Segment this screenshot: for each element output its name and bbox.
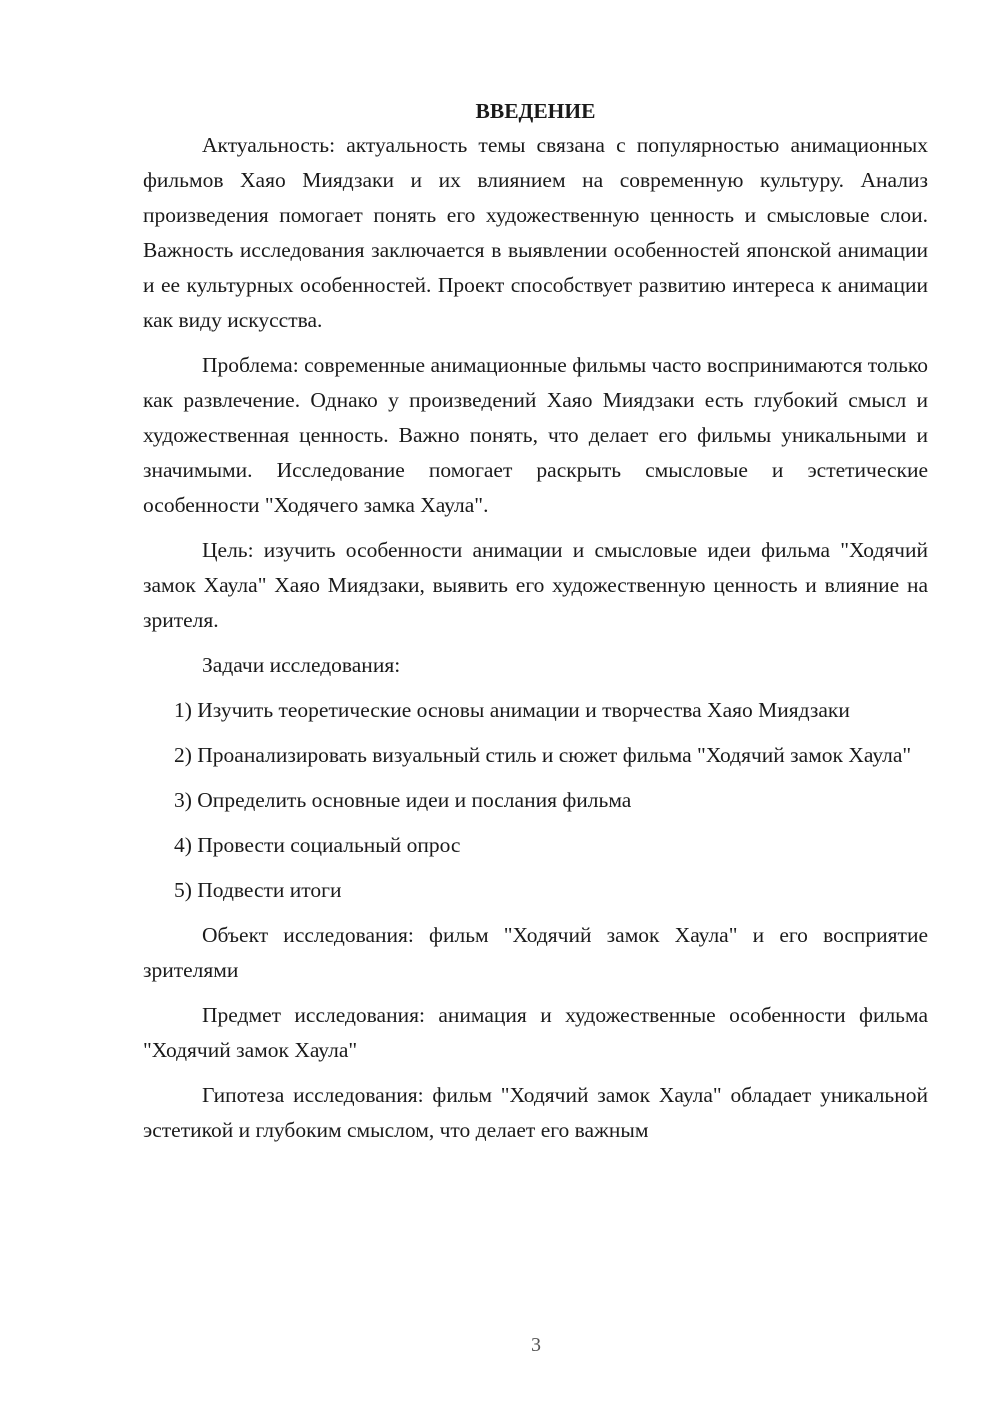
paragraph-goal: Цель: изучить особенности анимации и смысловые идеи фильма "Ходячий замок Хаула" Хаяо Миядзаки, выявить его художественную ценность и влияние на зрителя. <box>143 538 928 632</box>
paragraph-object: Объект исследования: фильм "Ходячий замок Хаула" и его восприятие зрителями <box>143 923 928 982</box>
paragraph-relevance: Актуальность: актуальность темы связана с популярностью анимационных фильмов Хаяо Миядзаки и их влиянием на современную культуру. Анализ произведения помогает понять его художественную ценность и смысловые слои. Важность исследования заключается в выявлении особенностей японской анимации и ее культурных особенностей. Проект способствует развитию интереса к анимации как виду искусства. <box>143 133 928 332</box>
document-page <box>143 96 928 1148</box>
task-item-3: 3) Определить основные идеи и послания фильма <box>174 788 632 812</box>
paragraph-tasks-intro: Задачи исследования: <box>202 653 401 677</box>
paragraph-problem: Проблема: современные анимационные фильмы часто воспринимаются только как развлечение. Однако у произведений Хаяо Миядзаки есть глубокий смысл и художественная ценность. Важно понять, что делает его фильмы уникальными и значимыми. Исследование помогает раскрыть смысловые и эстетические особенности "Ходячего замка Хаула". <box>143 353 928 517</box>
page-number: 3 <box>531 1334 541 1356</box>
paragraph-subject: Предмет исследования: анимация и художественные особенности фильма "Ходячий замок Хаула" <box>143 1003 928 1062</box>
page-title: ВВЕДЕНИЕ <box>475 99 596 123</box>
task-item-5: 5) Подвести итоги <box>174 878 342 902</box>
paragraph-hypothesis: Гипотеза исследования: фильм "Ходячий замок Хаула" обладает уникальной эстетикой и глубоким смыслом, что делает его важным <box>143 1083 928 1142</box>
task-item-1: 1) Изучить теоретические основы анимации и творчества Хаяо Миядзаки <box>174 698 850 722</box>
task-item-4: 4) Провести социальный опрос <box>174 833 461 857</box>
task-item-2: 2) Проанализировать визуальный стиль и сюжет фильма "Ходячий замок Хаула" <box>174 743 912 767</box>
